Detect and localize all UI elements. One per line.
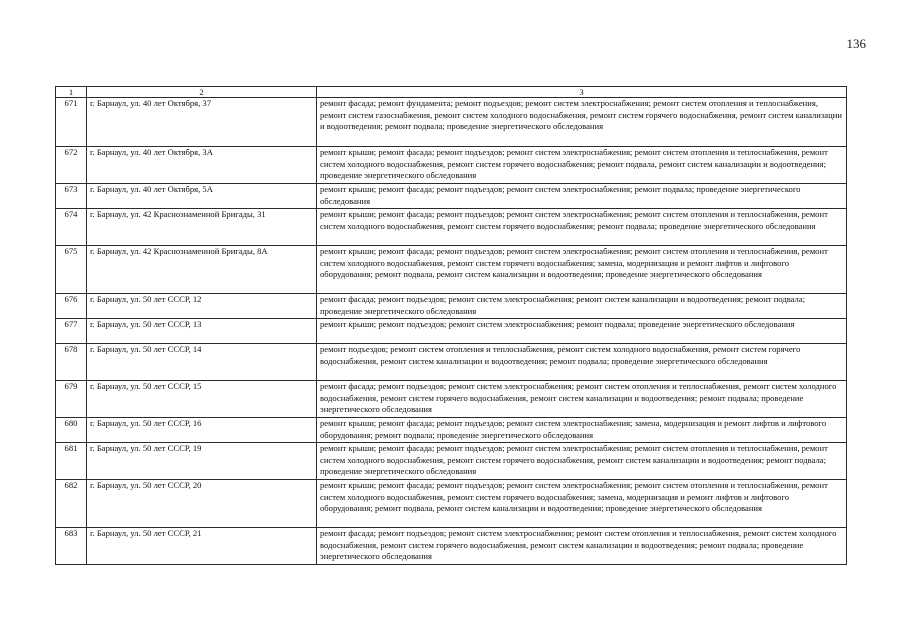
row-number: 673 [56, 184, 87, 209]
table-row [56, 246, 847, 294]
row-address: г. Барнаул, ул. 50 лет СССР, 20 [87, 480, 317, 528]
repair-registry-table [55, 86, 847, 565]
table-row [56, 294, 847, 319]
row-number: 682 [56, 480, 87, 528]
row-works: ремонт крыши; ремонт фасада; ремонт подъездов; ремонт систем электроснабжения; ремонт подвала; проведение энергетического обследования [317, 184, 847, 209]
row-address: г. Барнаул, ул. 40 лет Октября, 5А [87, 184, 317, 209]
table-row [56, 418, 847, 443]
row-address: г. Барнаул, ул. 50 лет СССР, 16 [87, 418, 317, 443]
row-address: г. Барнаул, ул. 50 лет СССР, 19 [87, 443, 317, 480]
row-number: 679 [56, 381, 87, 418]
row-number: 681 [56, 443, 87, 480]
row-number: 678 [56, 344, 87, 381]
table-row [56, 98, 847, 147]
row-address: г. Барнаул, ул. 40 лет Октября, 37 [87, 98, 317, 147]
table-row [56, 480, 847, 528]
row-works: ремонт фасада; ремонт подъездов; ремонт систем электроснабжения; ремонт систем отопления и теплоснабжения, ремонт систем холодного водоснабжения, ремонт систем горячего водоснабжения, ремонт систем канализации и водоотведения; ремонт подвала; проведение энергетического обследования [317, 381, 847, 418]
row-address: г. Барнаул, ул. 50 лет СССР, 13 [87, 319, 317, 344]
header-row [56, 87, 847, 98]
row-number: 671 [56, 98, 87, 147]
table-row [56, 344, 847, 381]
row-number: 672 [56, 147, 87, 184]
column-header-works: 3 [317, 87, 847, 98]
row-address: г. Барнаул, ул. 40 лет Октября, 3А [87, 147, 317, 184]
row-number: 674 [56, 209, 87, 246]
table-row [56, 381, 847, 418]
page-number: 136 [846, 36, 866, 51]
row-works: ремонт фасада; ремонт подъездов; ремонт систем электроснабжения; ремонт систем канализации и водоотведения; ремонт подвала; проведение энергетического обследования [317, 294, 847, 319]
column-header-address: 2 [87, 87, 317, 98]
table-row [56, 319, 847, 344]
row-works: ремонт крыши; ремонт фасада; ремонт подъездов; ремонт систем электроснабжения; ремонт систем отопления и теплоснабжения, ремонт систем холодного водоснабжения, ремонт систем горячего водоснабжения; замена, модернизация и ремонт лифтов и лифтового оборудования; ремонт подвала, ремонт систем канализации и водоотведения; проведение энергетического обследования [317, 246, 847, 294]
row-number: 676 [56, 294, 87, 319]
row-address: г. Барнаул, ул. 50 лет СССР, 21 [87, 528, 317, 565]
row-number: 683 [56, 528, 87, 565]
row-works: ремонт фасада; ремонт фундамента; ремонт подъездов; ремонт систем электроснабжения; ремонт систем отопления и теплоснабжения, ремонт систем газоснабжения, ремонт систем холодного водоснабжения, ремонт систем горячего водоснабжения, ремонт систем канализации и водоотведения; ремонт подвала; проведение энергетического обследования [317, 98, 847, 147]
column-header-number: 1 [56, 87, 87, 98]
row-number: 677 [56, 319, 87, 344]
table-row [56, 528, 847, 565]
table-row [56, 147, 847, 184]
row-address: г. Барнаул, ул. 42 Краснознаменной Бригады, 8А [87, 246, 317, 294]
row-address: г. Барнаул, ул. 42 Краснознаменной Бригады, 31 [87, 209, 317, 246]
row-works: ремонт фасада; ремонт подъездов; ремонт систем электроснабжения; ремонт систем отопления и теплоснабжения, ремонт систем холодного водоснабжения, ремонт систем горячего водоснабжения, ремонт систем канализации и водоотведения; ремонт подвала; проведение энергетического обследования [317, 528, 847, 565]
row-works: ремонт крыши; ремонт фасада; ремонт подъездов; ремонт систем электроснабжения; ремонт систем отопления и теплоснабжения, ремонт систем холодного водоснабжения, ремонт систем горячего водоснабжения; замена, модернизация и ремонт лифтов и лифтового оборудования; ремонт подвала, ремонт систем канализации и водоотведения; проведение энергетического обследования [317, 480, 847, 528]
row-address: г. Барнаул, ул. 50 лет СССР, 12 [87, 294, 317, 319]
row-works: ремонт крыши; ремонт фасада; ремонт подъездов; ремонт систем электроснабжения; ремонт систем отопления и теплоснабжения, ремонт систем холодного водоснабжения, ремонт систем горячего водоснабжения; ремонт подвала, ремонт систем канализации и водоотведения; проведение энергетического обследования [317, 147, 847, 184]
row-works: ремонт крыши; ремонт фасада; ремонт подъездов; ремонт систем электроснабжения; ремонт систем отопления и теплоснабжения, ремонт систем холодного водоснабжения, ремонт систем горячего водоснабжения; ремонт подвала; проведение энергетического обследования [317, 209, 847, 246]
row-works: ремонт крыши; ремонт фасада; ремонт подъездов; ремонт систем электроснабжения; замена, модернизация и ремонт лифтов и лифтового оборудования; ремонт подвала; проведение энергетического обследования [317, 418, 847, 443]
row-address: г. Барнаул, ул. 50 лет СССР, 14 [87, 344, 317, 381]
table-row [56, 209, 847, 246]
row-address: г. Барнаул, ул. 50 лет СССР, 15 [87, 381, 317, 418]
row-number: 675 [56, 246, 87, 294]
row-works: ремонт подъездов; ремонт систем отопления и теплоснабжения, ремонт систем холодного водоснабжения, ремонт систем горячего водоснабжения, ремонт систем канализации и водоотведения; ремонт подвала; проведение энергетического обследования [317, 344, 847, 381]
row-works: ремонт крыши; ремонт фасада; ремонт подъездов; ремонт систем электроснабжения; ремонт систем отопления и теплоснабжения, ремонт систем холодного водоснабжения, ремонт систем горячего водоснабжения, ремонт систем канализации и водоотведения; ремонт подвала; проведение энергетического обследования [317, 443, 847, 480]
row-number: 680 [56, 418, 87, 443]
table-row [56, 184, 847, 209]
table-row [56, 443, 847, 480]
row-works: ремонт крыши; ремонт подъездов; ремонт систем электроснабжения; ремонт подвала; проведение энергетического обследования [317, 319, 847, 344]
